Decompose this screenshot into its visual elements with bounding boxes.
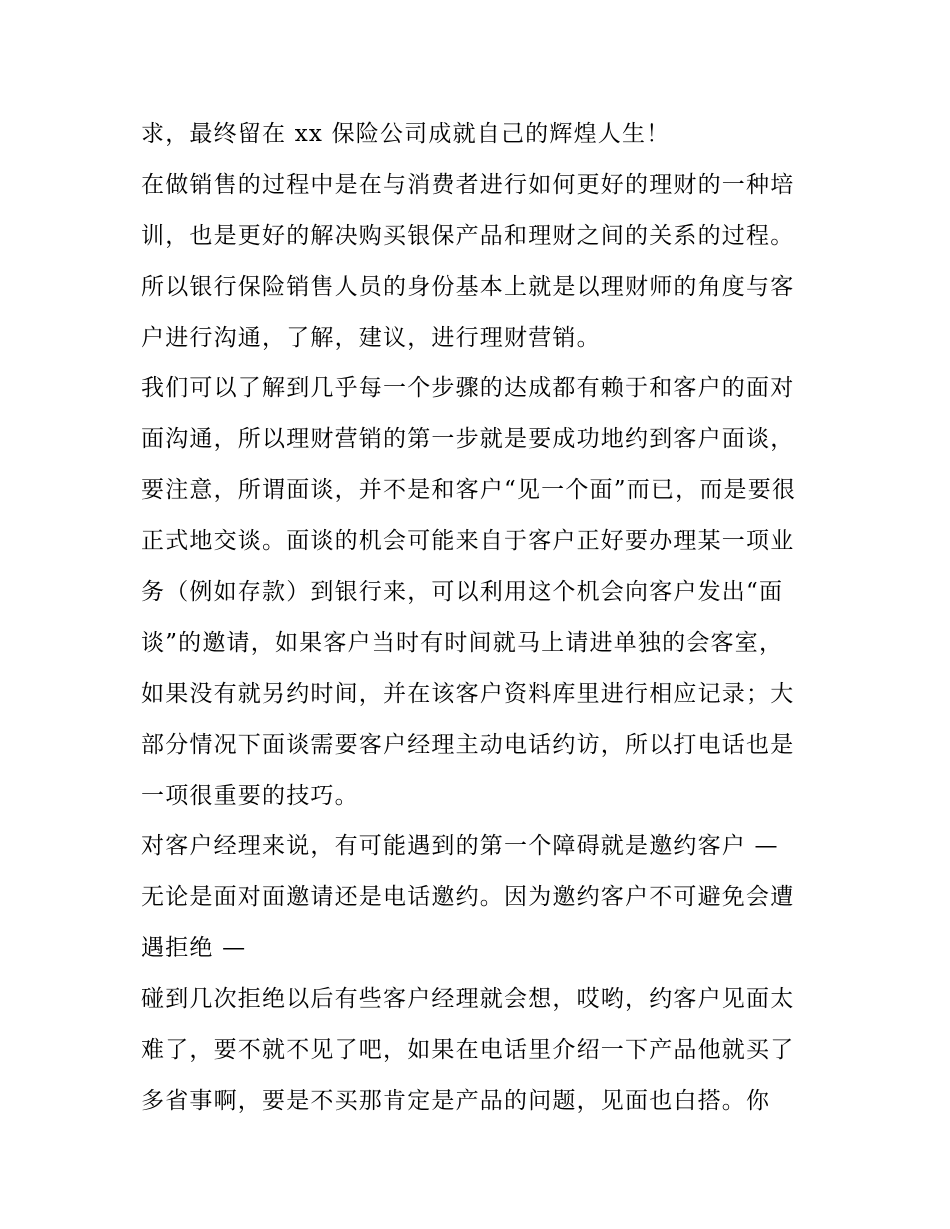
text-line: 在做销售的过程中是在与消费者进行如何更好的理财的一种培 xyxy=(141,171,795,198)
text-line: 面沟通，所以理财营销的第一步就是要成功地约到客户面谈， xyxy=(141,426,795,453)
text-line: 我们可以了解到几乎每一个步骤的达成都有赖于和客户的面对 xyxy=(141,375,795,402)
text-line: 难了，要不就不见了吧，如果在电话里介绍一下产品他就买了 xyxy=(141,1037,795,1064)
text-line: 正式地交谈。面谈的机会可能来自于客户正好要办理某一项业 xyxy=(141,528,795,555)
text-line: 多省事啊，要是不买那肯定是产品的问题，见面也白搭。你 xyxy=(141,1087,771,1114)
text-line: 一项很重要的技巧。 xyxy=(141,782,359,809)
text-line: 如果没有就另约时间，并在该客户资料库里进行相应记录；大 xyxy=(141,680,795,707)
text-line: 户进行沟通，了解，建议，进行理财营销。 xyxy=(141,324,601,351)
text-line: 要注意，所谓面谈，并不是和客户“见一个面”而已，而是要很 xyxy=(141,477,797,504)
text-line: 训，也是更好的解决购买银保产品和理财之间的关系的过程。 xyxy=(141,222,795,249)
text-line: 对客户经理来说，有可能遇到的第一个障碍就是邀约客户 — xyxy=(141,833,779,860)
text-line: 求，最终留在 xx 保险公司成就自己的辉煌人生！ xyxy=(141,121,671,147)
text-line: 谈”的邀请，如果客户当时有时间就马上请进单独的会客室， xyxy=(141,629,784,656)
body-text xyxy=(141,109,816,1127)
text-line: 遇拒绝 — xyxy=(141,935,247,962)
text-line: 碰到几次拒绝以后有些客户经理就会想，哎哟，约客户见面太 xyxy=(141,986,795,1013)
text-line: 所以银行保险销售人员的身份基本上就是以理财师的角度与客 xyxy=(141,273,795,300)
text-line: 无论是面对面邀请还是电话邀约。因为邀约客户不可避免会遭 xyxy=(141,884,795,911)
text-line: 务（例如存款）到银行来，可以利用这个机会向客户发出“面 xyxy=(141,579,784,606)
text-line: 部分情况下面谈需要客户经理主动电话约访，所以打电话也是 xyxy=(141,731,795,758)
